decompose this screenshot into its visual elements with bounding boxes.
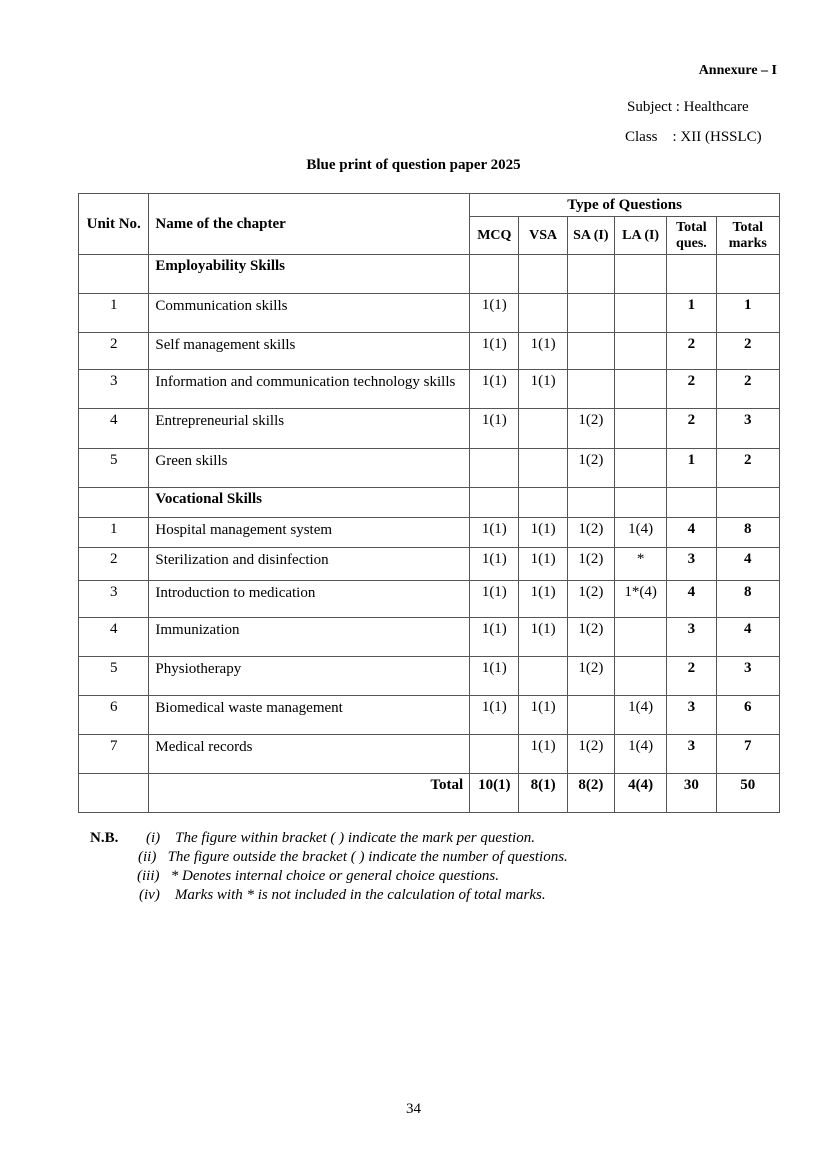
table-row [79,696,780,735]
table-row [79,370,780,409]
blueprint-table [78,193,780,813]
cell-tq: 3 [667,548,716,581]
cell-tq: 3 [667,735,716,774]
cell-mcq: 1(1) [470,294,519,333]
section-empty-cell [614,488,666,518]
note-item-4: (iv) Marks with * is not included in the calculation of total marks. [139,887,546,903]
cell-la [614,370,666,409]
section-unit-cell [79,488,149,518]
cell-tm: 1 [716,294,779,333]
cell-tq: 2 [667,370,716,409]
total-la: 4(4) [614,774,666,813]
header-la: LA (I) [614,217,666,255]
cell-sa: 1(2) [567,518,614,548]
section-row [79,488,780,518]
cell-vsa: 1(1) [519,548,567,581]
cell-mcq: 1(1) [470,548,519,581]
unit-number: 6 [79,696,149,735]
chapter-name: Sterilization and disinfection [149,548,470,581]
cell-sa [567,333,614,370]
cell-tm: 3 [716,409,779,449]
cell-la: * [614,548,666,581]
cell-sa: 1(2) [567,657,614,696]
chapter-name: Information and communication technology skills [149,370,470,409]
cell-tm: 8 [716,581,779,618]
cell-tq: 1 [667,294,716,333]
chapter-name: Medical records [149,735,470,774]
cell-vsa: 1(1) [519,618,567,657]
cell-tq: 2 [667,657,716,696]
page-title: Blue print of question paper 2025 [306,157,521,173]
cell-la [614,449,666,488]
page-number: 34 [406,1101,421,1117]
note-item-2: (ii) The figure outside the bracket ( ) indicate the number of questions. [138,849,568,865]
table-row [79,294,780,333]
table-row [79,409,780,449]
table-row [79,581,780,618]
table-row [79,548,780,581]
chapter-name: Biomedical waste management [149,696,470,735]
cell-la: 1(4) [614,735,666,774]
cell-tm: 8 [716,518,779,548]
unit-number: 4 [79,409,149,449]
section-name: Employability Skills [149,255,470,294]
unit-number: 2 [79,548,149,581]
cell-sa: 1(2) [567,548,614,581]
chapter-name: Communication skills [149,294,470,333]
cell-mcq: 1(1) [470,370,519,409]
chapter-name: Introduction to medication [149,581,470,618]
cell-sa: 1(2) [567,735,614,774]
total-mcq: 10(1) [470,774,519,813]
unit-number: 5 [79,449,149,488]
cell-la [614,409,666,449]
table-row [79,449,780,488]
cell-vsa: 1(1) [519,370,567,409]
total-sa: 8(2) [567,774,614,813]
cell-vsa: 1(1) [519,735,567,774]
chapter-name: Green skills [149,449,470,488]
cell-sa: 1(2) [567,409,614,449]
cell-tm: 6 [716,696,779,735]
chapter-name: Entrepreneurial skills [149,409,470,449]
section-empty-cell [716,488,779,518]
cell-mcq: 1(1) [470,518,519,548]
chapter-name: Immunization [149,618,470,657]
section-empty-cell [716,255,779,294]
section-empty-cell [567,488,614,518]
header-unit-no: Unit No. [79,194,149,255]
cell-la [614,333,666,370]
annexure-label: Annexure – I [698,63,777,78]
subject-line: Subject : Healthcare [627,99,749,115]
cell-vsa: 1(1) [519,581,567,618]
header-total-ques: Total ques. [667,217,716,255]
unit-number: 2 [79,333,149,370]
cell-tq: 2 [667,409,716,449]
section-empty-cell [667,255,716,294]
total-row [79,774,780,813]
unit-number: 1 [79,518,149,548]
header-mcq: MCQ [470,217,519,255]
total-label: Total [149,774,470,813]
cell-la [614,618,666,657]
cell-la [614,657,666,696]
cell-mcq [470,735,519,774]
section-unit-cell [79,255,149,294]
chapter-name: Self management skills [149,333,470,370]
section-empty-cell [519,255,567,294]
cell-tq: 2 [667,333,716,370]
cell-vsa [519,449,567,488]
header-sa: SA (I) [567,217,614,255]
table-row [79,518,780,548]
class-line: Class : XII (HSSLC) [625,129,762,145]
cell-tq: 3 [667,696,716,735]
chapter-name: Hospital management system [149,518,470,548]
cell-mcq: 1(1) [470,696,519,735]
cell-mcq: 1(1) [470,409,519,449]
cell-tm: 7 [716,735,779,774]
cell-tq: 1 [667,449,716,488]
cell-mcq: 1(1) [470,618,519,657]
cell-tm: 4 [716,618,779,657]
cell-tm: 2 [716,333,779,370]
cell-mcq: 1(1) [470,581,519,618]
section-name: Vocational Skills [149,488,470,518]
unit-number: 1 [79,294,149,333]
unit-number: 4 [79,618,149,657]
total-tm: 50 [716,774,779,813]
notes-block [90,830,690,910]
cell-vsa: 1(1) [519,333,567,370]
table-row [79,657,780,696]
table-row [79,333,780,370]
notes-label: N.B. [90,830,119,846]
header-total-marks: Total marks [716,217,779,255]
unit-number: 3 [79,370,149,409]
cell-sa [567,294,614,333]
section-empty-cell [470,488,519,518]
cell-tq: 3 [667,618,716,657]
total-tq: 30 [667,774,716,813]
cell-tm: 3 [716,657,779,696]
section-empty-cell [470,255,519,294]
cell-la [614,294,666,333]
cell-tq: 4 [667,581,716,618]
section-empty-cell [567,255,614,294]
chapter-name: Physiotherapy [149,657,470,696]
total-unit-cell [79,774,149,813]
header-type-of-questions: Type of Questions [470,194,780,217]
cell-la: 1(4) [614,696,666,735]
section-row [79,255,780,294]
cell-vsa [519,409,567,449]
section-empty-cell [667,488,716,518]
unit-number: 7 [79,735,149,774]
section-empty-cell [519,488,567,518]
note-item-1: (i) The figure within bracket ( ) indicate the mark per question. [146,830,535,846]
cell-sa [567,370,614,409]
cell-mcq: 1(1) [470,657,519,696]
cell-vsa [519,294,567,333]
cell-vsa: 1(1) [519,696,567,735]
cell-sa: 1(2) [567,449,614,488]
cell-mcq [470,449,519,488]
cell-sa: 1(2) [567,581,614,618]
cell-vsa [519,657,567,696]
cell-sa [567,696,614,735]
header-vsa: VSA [519,217,567,255]
header-chapter: Name of the chapter [149,194,470,255]
section-empty-cell [614,255,666,294]
cell-tq: 4 [667,518,716,548]
cell-la: 1*(4) [614,581,666,618]
cell-vsa: 1(1) [519,518,567,548]
cell-mcq: 1(1) [470,333,519,370]
table-row [79,618,780,657]
table-row [79,735,780,774]
cell-la: 1(4) [614,518,666,548]
unit-number: 3 [79,581,149,618]
cell-tm: 2 [716,449,779,488]
cell-tm: 2 [716,370,779,409]
cell-sa: 1(2) [567,618,614,657]
cell-tm: 4 [716,548,779,581]
total-vsa: 8(1) [519,774,567,813]
unit-number: 5 [79,657,149,696]
note-item-3: (iii) * Denotes internal choice or general choice questions. [137,868,500,884]
